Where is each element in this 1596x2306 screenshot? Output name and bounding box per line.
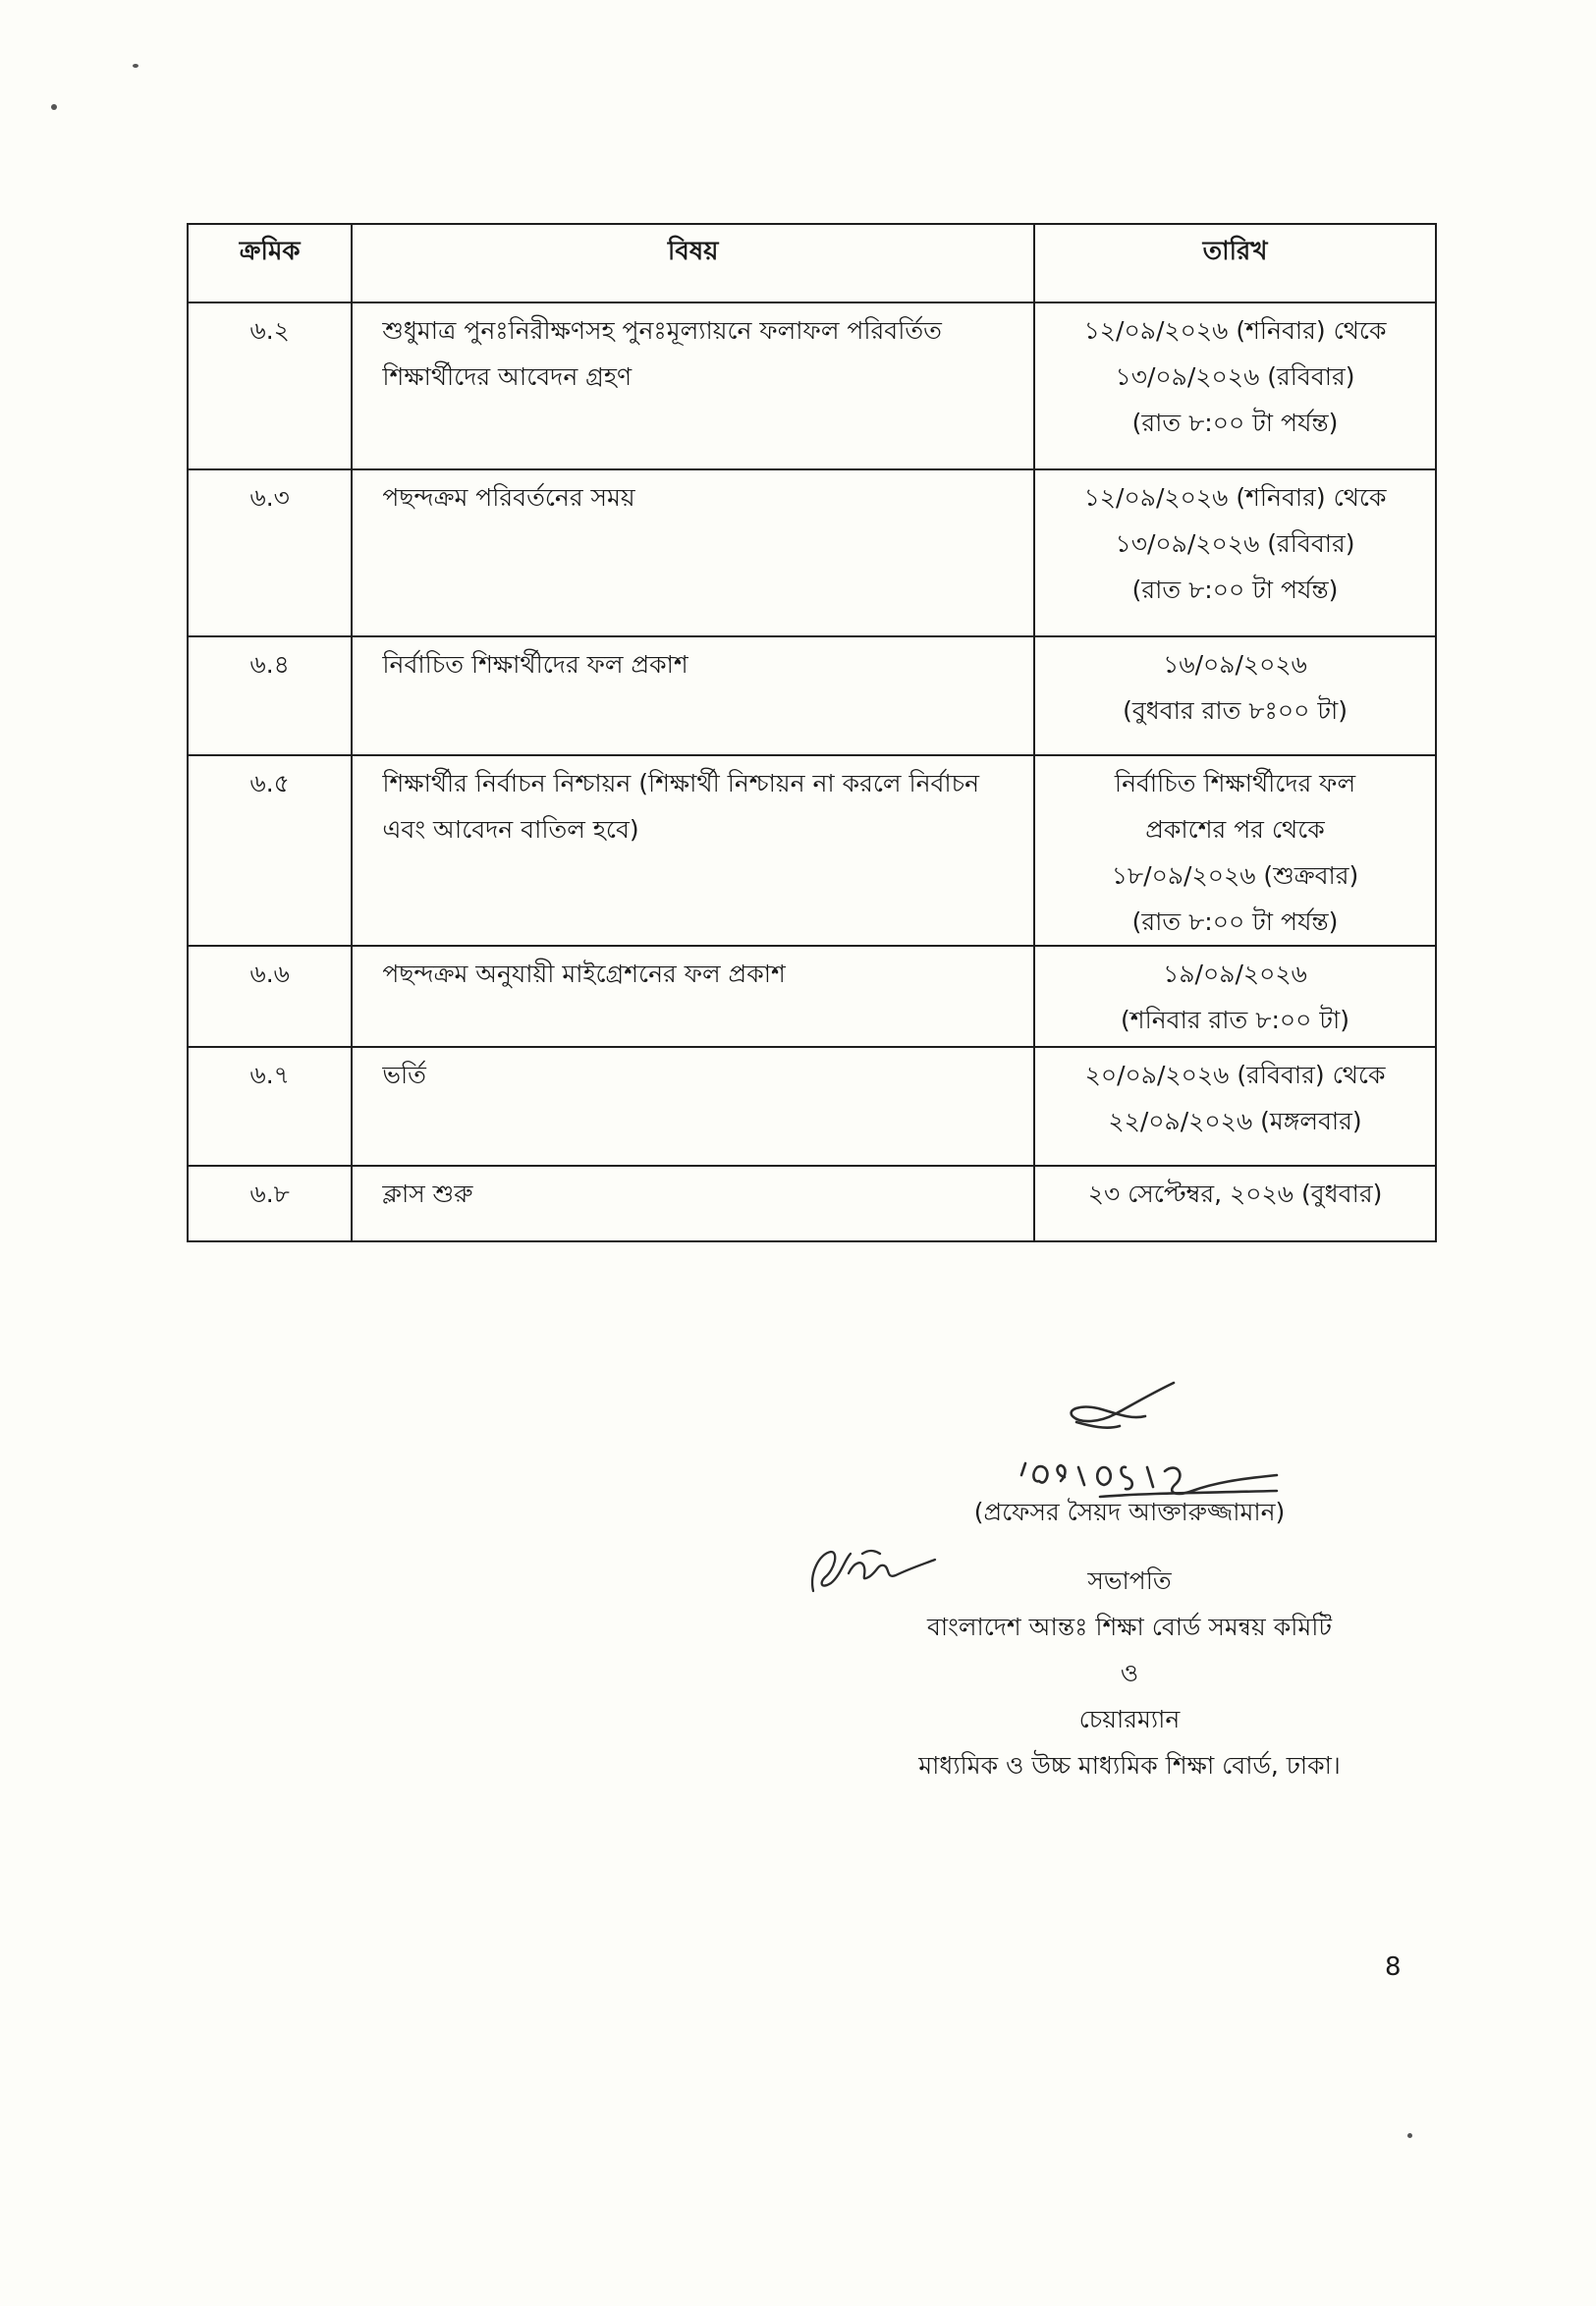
signature-block (805, 1365, 1454, 1797)
scan-speck (51, 104, 57, 110)
row-subject: শুধুমাত্র পুনঃনিরীক্ষণসহ পুনঃমূল্যায়নে ফলাফল পরিবর্তিত শিক্ষার্থীদের আবেদন গ্রহণ (352, 302, 1034, 469)
table-row (188, 755, 1436, 946)
table-row (188, 946, 1436, 1047)
header-subject: বিষয় (352, 224, 1034, 302)
date-line: ২০/০৯/২০২৬ (রবিবার) থেকে (1084, 1061, 1386, 1089)
board-name: মাধ্যমিক ও উচ্চ মাধ্যমিক শিক্ষা বোর্ড, ঢাকা। (918, 1751, 1341, 1780)
row-date (1034, 302, 1436, 469)
conjunction-text: ও (1120, 1659, 1139, 1687)
date-line: প্রকাশের পর থেকে (1145, 815, 1325, 844)
header-serial: ক্রমিক (188, 224, 352, 302)
row-subject: নির্বাচিত শিক্ষার্থীদের ফল প্রকাশ (352, 636, 1034, 755)
table-row (188, 636, 1436, 755)
row-serial: ৬.২ (188, 302, 352, 469)
table-row (188, 1047, 1436, 1166)
row-serial: ৬.৭ (188, 1047, 352, 1166)
row-date (1034, 636, 1436, 755)
date-line: ১৬/০৯/২০২৬ (1163, 650, 1307, 679)
row-subject: ক্লাস শুরু (352, 1166, 1034, 1241)
signatory-name: (প্রফেসর সৈয়দ আক্তারুজ্জামান) (973, 1498, 1286, 1526)
row-date (1034, 755, 1436, 946)
date-line: ১২/০৯/২০২৬ (শনিবার) থেকে (1083, 316, 1387, 345)
date-line: (রাত ৮:০০ টা পর্যন্ত) (1131, 409, 1339, 437)
date-line: ১৮/০৯/২০২৬ (শুক্রবার) (1111, 861, 1359, 890)
date-line: ২২/০৯/২০২৬ (মঙ্গলবার) (1108, 1107, 1362, 1135)
row-subject: ভর্তি (352, 1047, 1034, 1166)
schedule-table (187, 223, 1437, 1242)
table-header-row (188, 224, 1436, 302)
date-line: ১৩/০৯/২০২৬ (রবিবার) (1115, 529, 1355, 558)
row-serial: ৬.৬ (188, 946, 352, 1047)
signatory-title-2: চেয়ারম্যান (1078, 1705, 1181, 1733)
date-line: ১৯/০৯/২০২৬ (1163, 960, 1307, 988)
table-row (188, 469, 1436, 636)
row-subject: পছন্দক্রম অনুযায়ী মাইগ্রেশনের ফল প্রকাশ (352, 946, 1034, 1047)
signatory-title: সভাপতি (1087, 1566, 1172, 1595)
date-line: (রাত ৮:০০ টা পর্যন্ত) (1131, 576, 1339, 604)
date-line: ১৩/০৯/২০২৬ (রবিবার) (1115, 362, 1355, 391)
row-serial: ৬.৫ (188, 755, 352, 946)
date-line: (বুধবার রাত ৮ঃ০০ টা) (1123, 696, 1348, 725)
row-date (1034, 469, 1436, 636)
date-line: (শনিবার রাত ৮:০০ টা) (1121, 1006, 1349, 1034)
row-serial: ৬.৮ (188, 1166, 352, 1241)
row-subject: শিক্ষার্থীর নির্বাচন নিশ্চায়ন (শিক্ষার্থী নিশ্চায়ন না করলে নির্বাচন এবং আবেদন বাতিল হবে) (352, 755, 1034, 946)
row-date (1034, 1166, 1436, 1241)
committee-name: বাংলাদেশ আন্তঃ শিক্ষা বোর্ড সমন্বয় কমিটি (926, 1613, 1333, 1641)
row-serial: ৬.৪ (188, 636, 352, 755)
date-line: ১২/০৯/২০২৬ (শনিবার) থেকে (1083, 483, 1387, 512)
date-line: (রাত ৮:০০ টা পর্যন্ত) (1131, 907, 1339, 936)
row-subject: পছন্দক্রম পরিবর্তনের সময় (352, 469, 1034, 636)
table-row (188, 1166, 1436, 1241)
scan-speck (133, 64, 138, 68)
date-line: ২৩ সেপ্টেম্বর, ২০২৬ (বুধবার) (1087, 1180, 1383, 1208)
table-row (188, 302, 1436, 469)
header-date: তারিখ (1034, 224, 1436, 302)
row-serial: ৬.৩ (188, 469, 352, 636)
date-line: নির্বাচিত শিক্ষার্থীদের ফল (1114, 769, 1356, 797)
row-date (1034, 946, 1436, 1047)
row-date (1034, 1047, 1436, 1166)
scan-speck (1407, 2133, 1412, 2138)
page-number: 8 (1385, 1952, 1402, 1982)
